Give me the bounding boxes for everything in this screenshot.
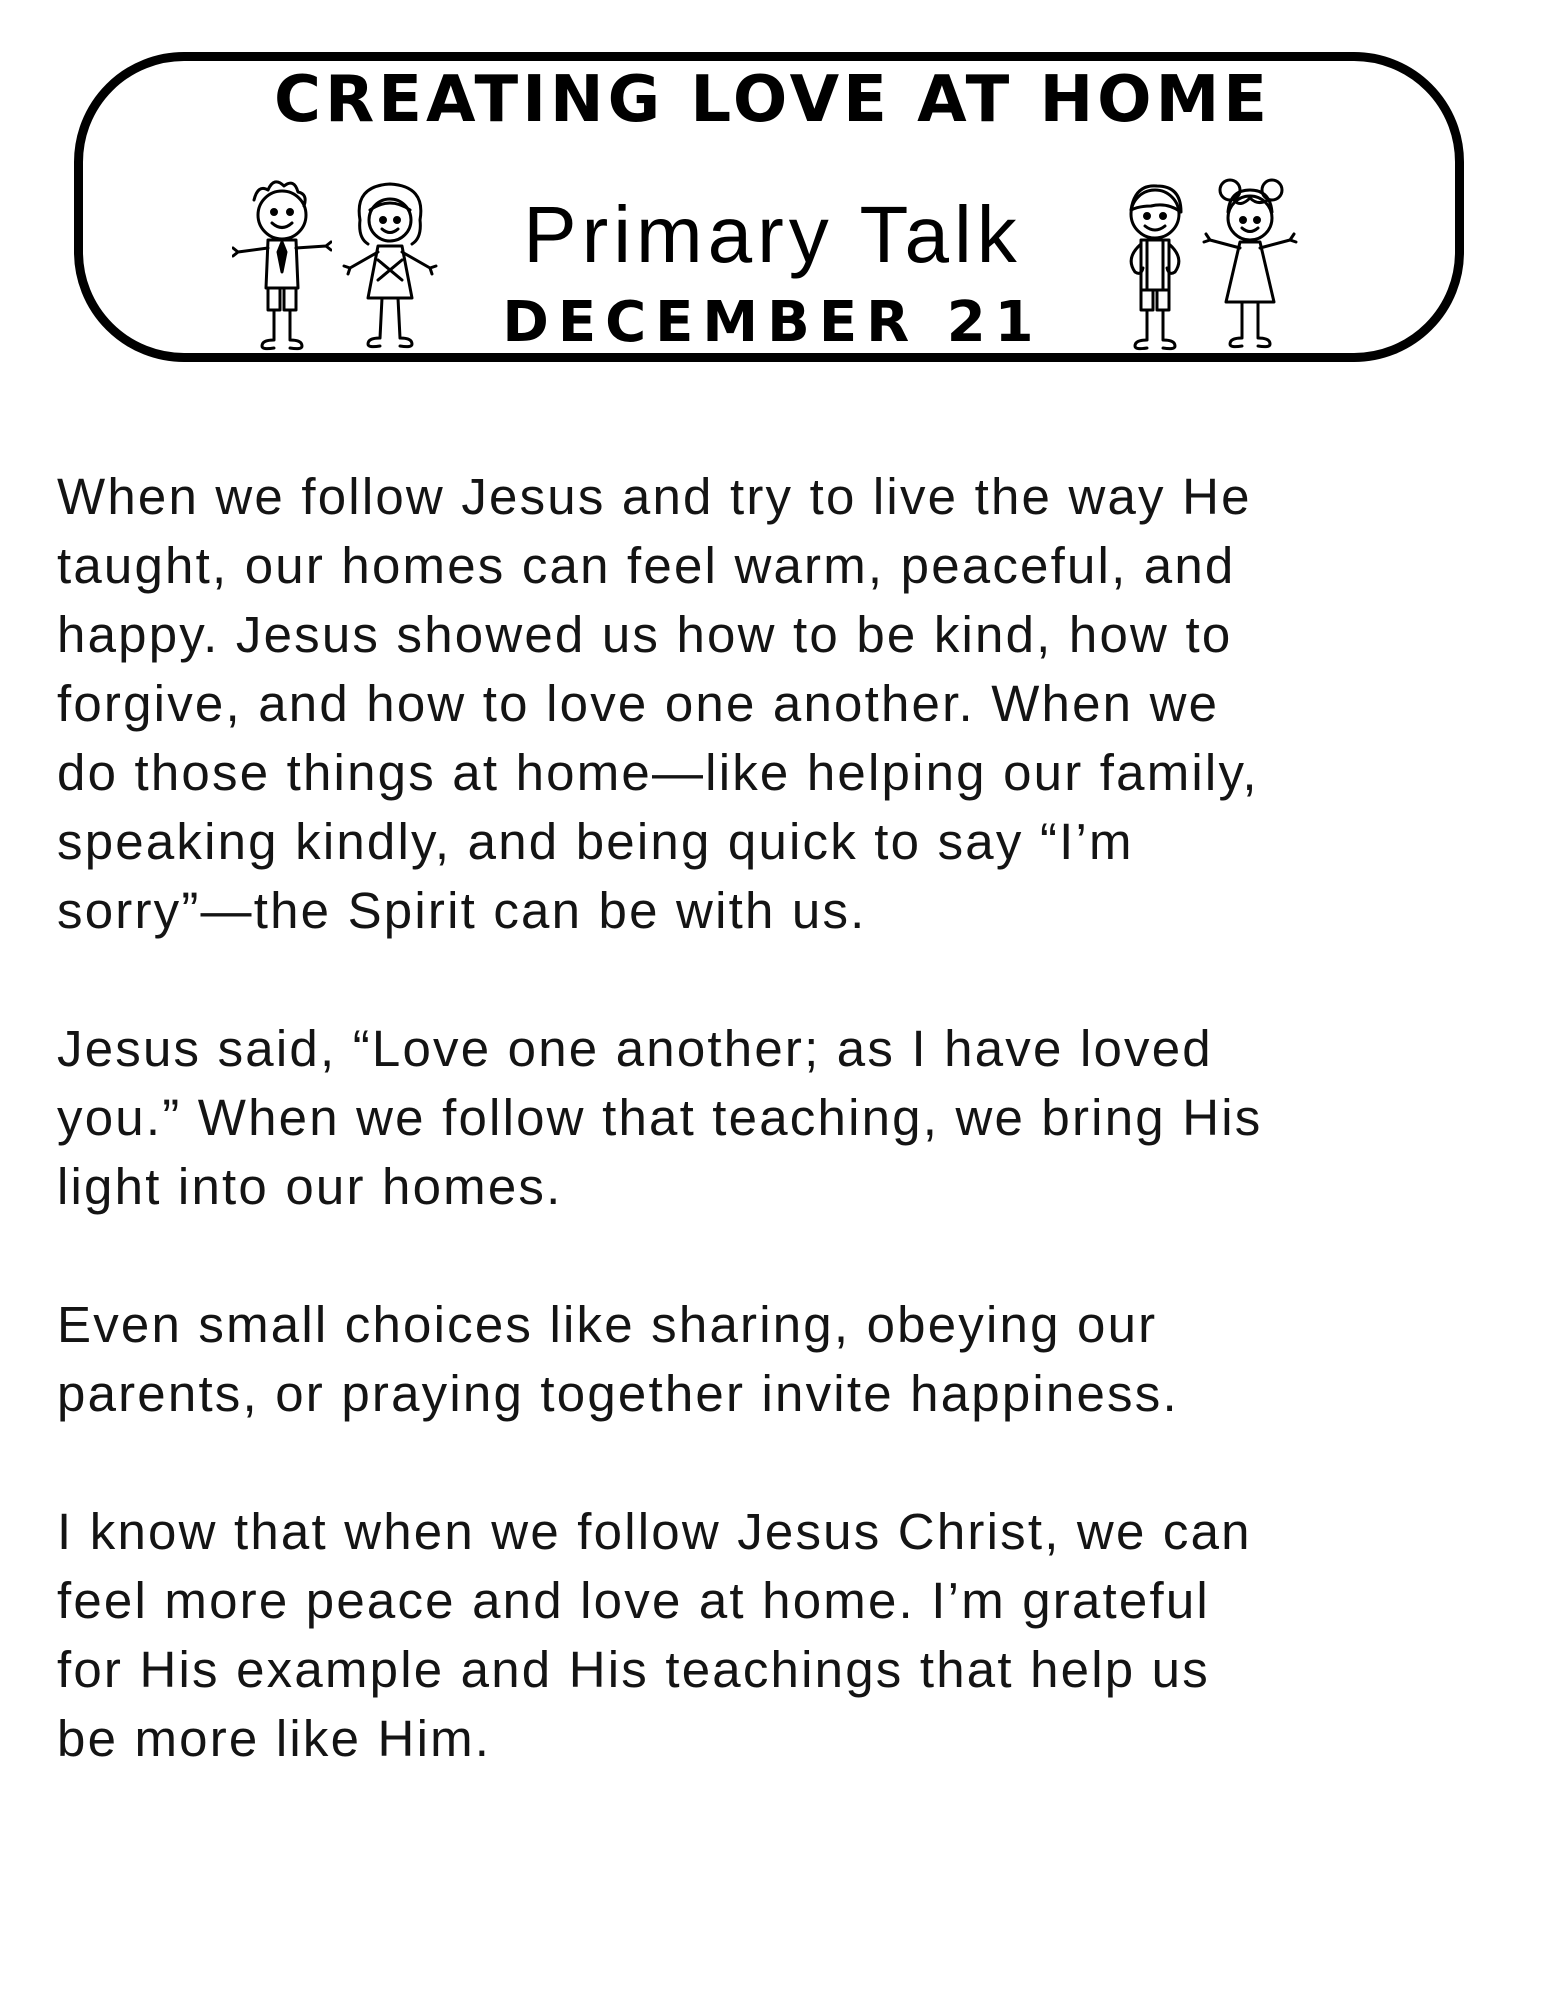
paragraph: When we follow Jesus and try to live the way He taught, our homes can feel warm, peaceful, and happy. Jesus showed us how to be kind, how to forgive, and how to love one another. When we do those things at home—like helping our family, speaking kindly, and being quick to say “I’m sorry”—the Spirit can be with us. xyxy=(57,468,1259,939)
boy-figure-icon xyxy=(232,170,332,360)
page-subtitle: Primary Talk xyxy=(523,190,1022,279)
girl-figure-icon xyxy=(1200,170,1300,360)
talk-date: DECEMBER 21 xyxy=(502,290,1043,355)
boy-figure-icon xyxy=(1105,170,1205,360)
paragraph: Even small choices like sharing, obeying our parents, or praying together invite happiness. xyxy=(57,1296,1179,1422)
girl-figure-icon xyxy=(340,170,440,360)
talk-body xyxy=(57,462,1497,1842)
page-title: CREATING LOVE AT HOME xyxy=(274,63,1271,137)
paragraph: I know that when we follow Jesus Christ, we can feel more peace and love at home. I’m grateful for His example and His teachings that help us be more like Him. xyxy=(57,1503,1252,1767)
paragraph: Jesus said, “Love one another; as I have loved you.” When we follow that teaching, we bring His light into our homes. xyxy=(57,1020,1263,1215)
